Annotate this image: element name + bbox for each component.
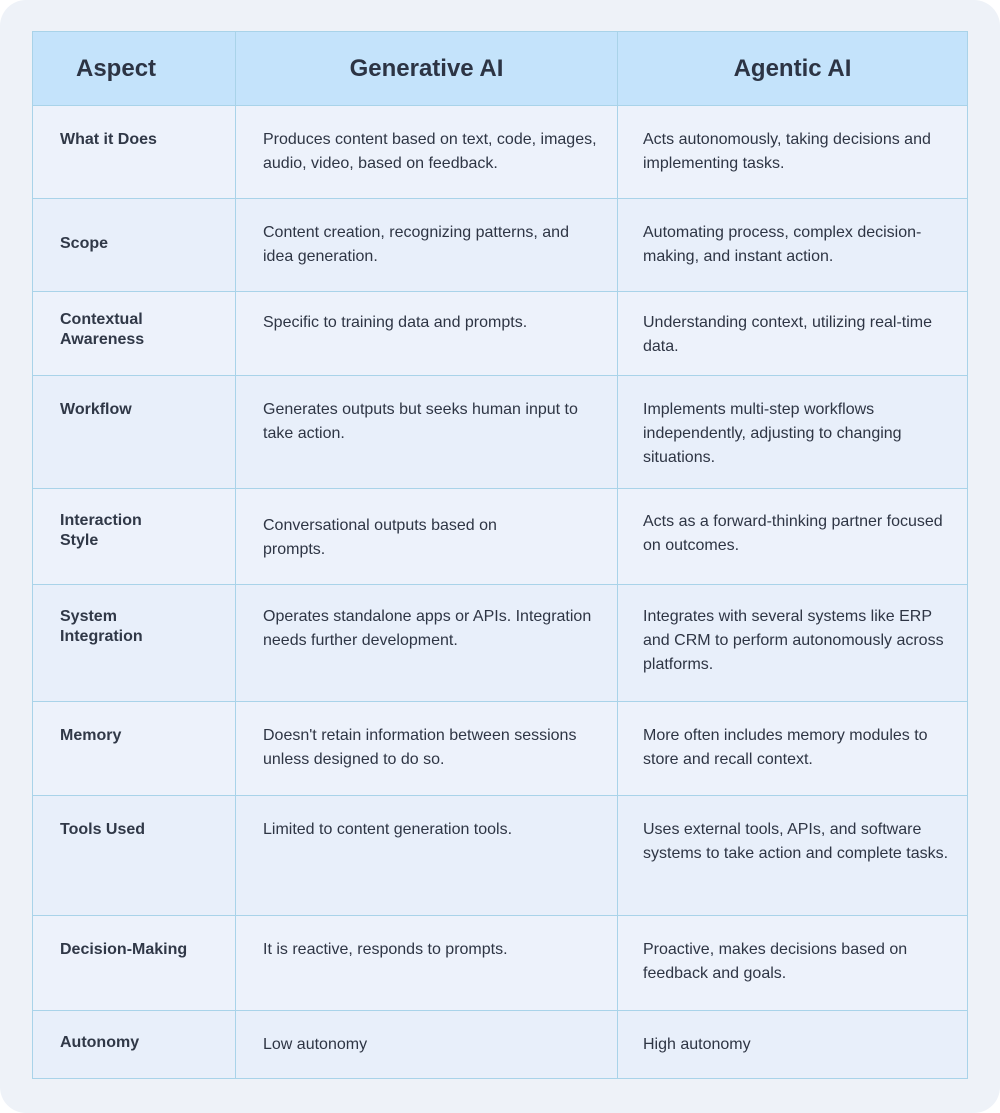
table-row	[33, 376, 968, 489]
agentic-cell: Uses external tools, APIs, and software systems to take action and complete tasks.	[618, 796, 968, 916]
table-row	[33, 489, 968, 585]
aspect-cell: What it Does	[33, 106, 236, 199]
header-agentic-ai: Agentic AI	[618, 32, 968, 106]
agentic-cell: Acts as a forward-thinking partner focused on outcomes.	[618, 489, 968, 585]
table-row	[33, 916, 968, 1011]
generative-cell: Specific to training data and prompts.	[236, 292, 618, 376]
generative-cell: Doesn't retain information between sessions unless designed to do so.	[236, 702, 618, 796]
generative-cell: Conversational outputs based on prompts.	[236, 489, 618, 585]
aspect-cell: Autonomy	[33, 1011, 236, 1079]
table-row	[33, 106, 968, 199]
table-row	[33, 292, 968, 376]
generative-cell: Produces content based on text, code, images, audio, video, based on feedback.	[236, 106, 618, 199]
aspect-cell: Contextual Awareness	[33, 292, 236, 376]
header-row	[33, 32, 968, 106]
agentic-cell: Automating process, complex decision-making, and instant action.	[618, 199, 968, 292]
table-row	[33, 702, 968, 796]
aspect-cell: System Integration	[33, 585, 236, 702]
generative-cell: It is reactive, responds to prompts.	[236, 916, 618, 1011]
agentic-cell: Implements multi-step workflows independently, adjusting to changing situations.	[618, 376, 968, 489]
agentic-cell: High autonomy	[618, 1011, 968, 1079]
comparison-table	[32, 31, 968, 1079]
aspect-cell: Scope	[33, 199, 236, 292]
aspect-cell: Workflow	[33, 376, 236, 489]
aspect-cell: Memory	[33, 702, 236, 796]
agentic-cell: Proactive, makes decisions based on feedback and goals.	[618, 916, 968, 1011]
table-row	[33, 796, 968, 916]
generative-cell: Limited to content generation tools.	[236, 796, 618, 916]
table-row	[33, 585, 968, 702]
generative-cell: Content creation, recognizing patterns, and idea generation.	[236, 199, 618, 292]
generative-cell: Operates standalone apps or APIs. Integration needs further development.	[236, 585, 618, 702]
aspect-cell: Decision-Making	[33, 916, 236, 1011]
header-generative-ai: Generative AI	[236, 32, 618, 106]
aspect-cell: Tools Used	[33, 796, 236, 916]
agentic-cell: Integrates with several systems like ERP and CRM to perform autonomously across platforms.	[618, 585, 968, 702]
table-row	[33, 199, 968, 292]
aspect-cell: Interaction Style	[33, 489, 236, 585]
agentic-cell: Understanding context, utilizing real-time data.	[618, 292, 968, 376]
generative-cell: Generates outputs but seeks human input to take action.	[236, 376, 618, 489]
table-row	[33, 1011, 968, 1079]
agentic-cell: Acts autonomously, taking decisions and implementing tasks.	[618, 106, 968, 199]
generative-cell: Low autonomy	[236, 1011, 618, 1079]
agentic-cell: More often includes memory modules to store and recall context.	[618, 702, 968, 796]
header-aspect: Aspect	[33, 32, 236, 106]
